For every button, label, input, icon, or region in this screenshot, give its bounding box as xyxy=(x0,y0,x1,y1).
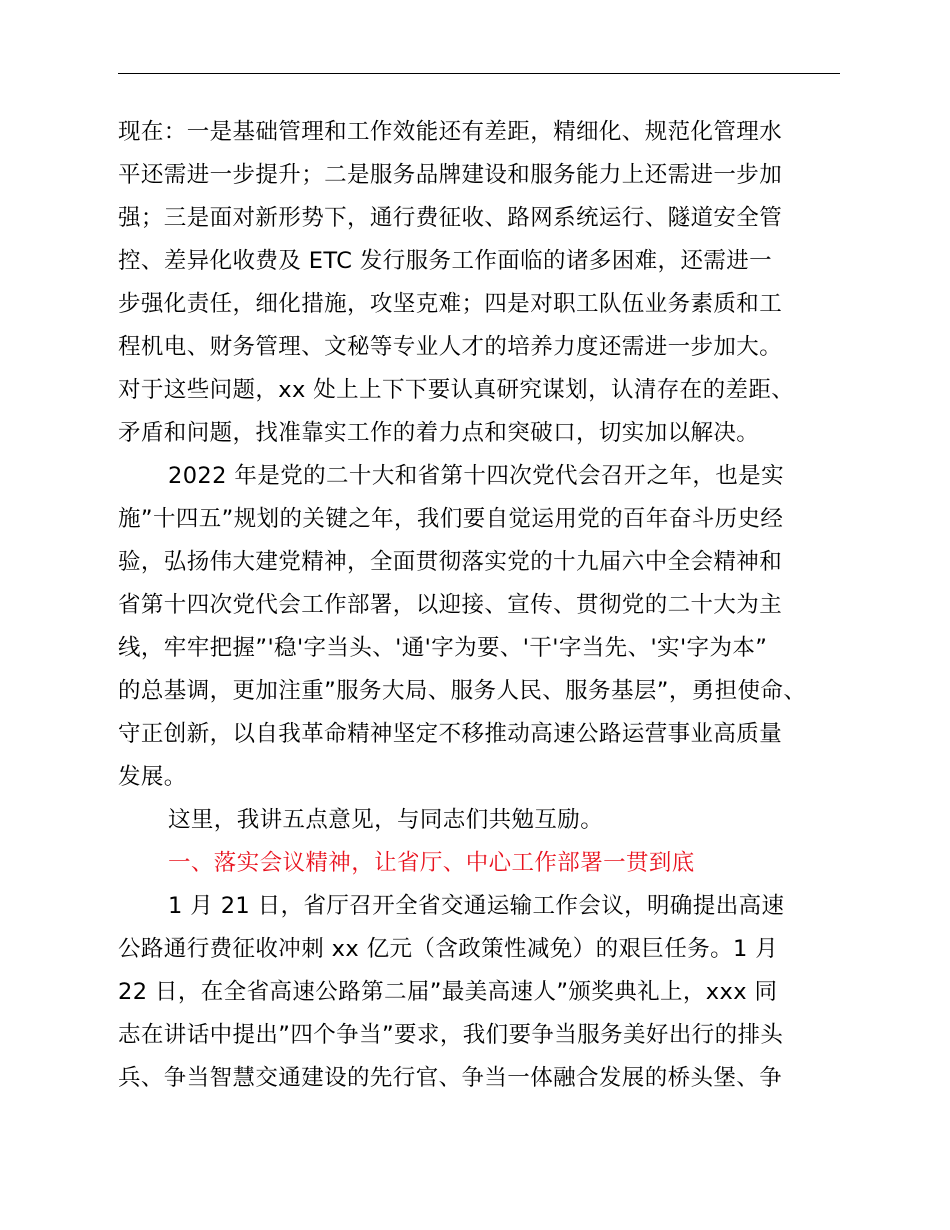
text-line: 控、差异化收费及 ETC 发行服务工作面临的诸多困难，还需进一 xyxy=(118,248,773,274)
text-line: 强；三是面对新形势下，通行费征收、路网系统运行、隧道安全管 xyxy=(118,205,783,231)
text-line: 发展。 xyxy=(118,764,187,790)
header-rule xyxy=(118,73,840,74)
text-line: 对于这些问题，xx 处上上下下要认真研究谋划，认清存在的差距、 xyxy=(118,377,795,403)
section-heading: 一、落实会议精神，让省厅、中心工作部署一贯到底 xyxy=(168,850,695,876)
text-line: 现在：一是基础管理和工作效能还有差距，精细化、规范化管理水 xyxy=(118,119,783,145)
paragraph-first-line: 这里，我讲五点意见，与同志们共勉互励。 xyxy=(168,807,604,833)
text-line: 验，弘扬伟大建党精神，全面贯彻落实党的十九届六中全会精神和 xyxy=(118,549,783,575)
text-line: 矛盾和问题，找准靠实工作的着力点和突破口，切实加以解决。 xyxy=(118,420,760,446)
paragraph-first-line: 1 月 21 日，省厅召开全省交通运输工作会议，明确提出高速 xyxy=(168,893,785,919)
text-line: 公路通行费征收冲刺 xx 亿元（含政策性减免）的艰巨任务。1 月 xyxy=(118,936,779,962)
text-line: 守正创新，以自我革命精神坚定不移推动高速公路运营事业高质量 xyxy=(118,721,783,747)
text-line: 的总基调，更加注重”服务大局、服务人民、服务基层”，勇担使命、 xyxy=(118,678,807,704)
text-line: 平还需进一步提升；二是服务品牌建设和服务能力上还需进一步加 xyxy=(118,162,783,188)
text-line: 志在讲话中提出”四个争当”要求，我们要争当服务美好出行的排头 xyxy=(118,1022,784,1048)
text-line: 兵、争当智慧交通建设的先行官、争当一体融合发展的桥头堡、争 xyxy=(118,1065,783,1091)
paragraph-first-line: 2022 年是党的二十大和省第十四次党代会召开之年，也是实 xyxy=(168,463,785,489)
text-line: 步强化责任，细化措施，攻坚克难；四是对职工队伍业务素质和工 xyxy=(118,291,783,317)
text-line: 程机电、财务管理、文秘等专业人才的培养力度还需进一步加大。 xyxy=(118,334,783,360)
text-line: 省第十四次党代会工作部署，以迎接、宣传、贯彻党的二十大为主 xyxy=(118,592,783,618)
text-line: 施”十四五”规划的关键之年，我们要自觉运用党的百年奋斗历史经 xyxy=(118,506,784,532)
text-line: 22 日，在全省高速公路第二届”最美高速人”颁奖典礼上，xxx 同 xyxy=(118,979,778,1005)
text-line: 线，牢牢把握”'稳'字当头、'通'字为要、'干'字当先、'实'字为本” xyxy=(118,635,768,661)
document-body xyxy=(118,111,840,1100)
